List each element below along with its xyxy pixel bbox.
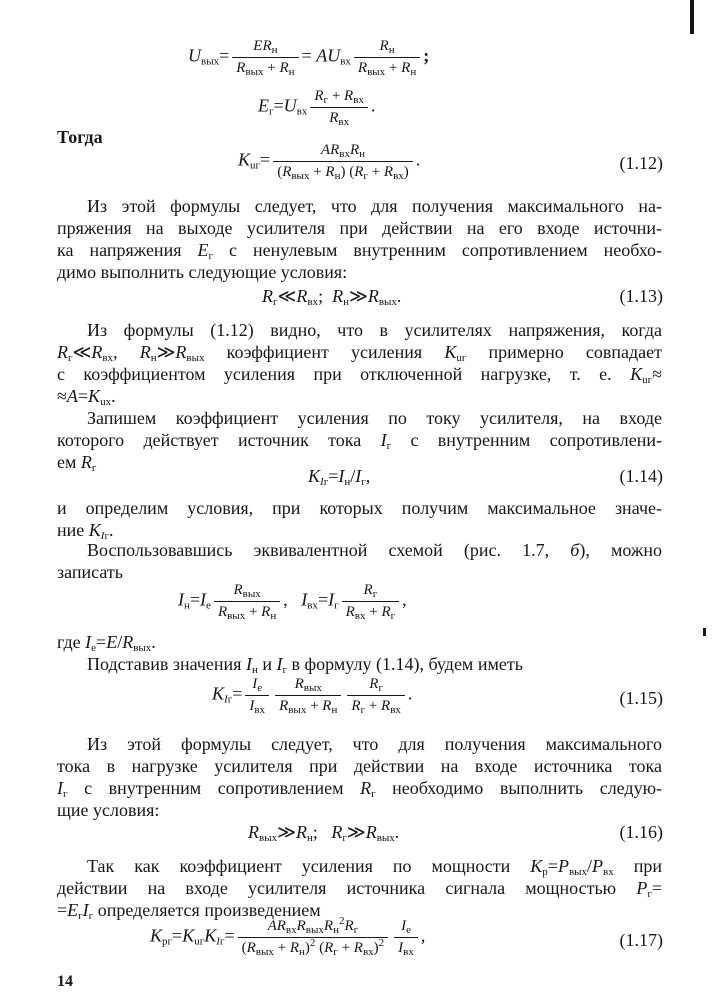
symbol-k-ug: $K_{uг}$ — [444, 342, 467, 364]
symbol-p-g: $P_г=$ — [636, 878, 662, 900]
symbol-condition: $R_г≪R_{вх}$, $R_н≫R_{вых}$ — [57, 342, 205, 364]
text-fragment: с коэффициентом усиления при отключенной нагрузке, т. е. — [57, 364, 612, 384]
paragraph-line — [87, 654, 657, 674]
paragraph-line: Из формулы (1.12) видно, что в усилителях напряжения, когда — [87, 320, 662, 340]
formula-e-source: $E_г=U_{вх}$ $\frac{R_г + R_{вх}}{R_{вх}}$ . — [258, 88, 376, 128]
text-fragment: определяется произведением — [97, 900, 321, 920]
text-fragment: ка напряжения — [57, 240, 182, 260]
text-fragment: с внутренним сопротивлением — [84, 778, 344, 798]
page-number: 14 — [57, 973, 73, 990]
formula-1-16: $R_{вых}≫R_н$; $R_г≫R_{вых}$. — [248, 822, 400, 844]
text-fragment: необходимо выполнить следую- — [392, 778, 663, 798]
symbol-i-g: $I_г$ — [276, 654, 287, 676]
paragraph-line — [57, 430, 662, 450]
paragraph-line: $\approx A=K_{uх}$. — [57, 386, 116, 408]
paragraph-line: Запишем коэффициент усиления по току усилителя, на входе — [87, 408, 662, 428]
symbol-i-g: $I_г$ — [380, 430, 392, 452]
scan-mark — [690, 0, 694, 34]
scan-mark — [703, 628, 706, 636]
symbol-r-g: $R_г$ — [80, 452, 97, 474]
text-fragment: ем — [57, 452, 77, 472]
equation-number-1-15: (1.15) — [619, 688, 663, 708]
text-fragment: б — [570, 540, 580, 560]
paragraph-line: Из этой формулы следует, что для получения максимального на- — [87, 196, 662, 216]
paragraph-line — [57, 364, 662, 384]
paragraph-line: пряжения на выходе усилителя при действии на его входе источни- — [57, 218, 662, 238]
symbol-r-g: $R_г$ — [360, 778, 376, 800]
formula-1-14: $K_{Iг}=I_н/I_г$, — [308, 466, 371, 488]
text-fragment: коэффициент усиления — [226, 342, 423, 362]
text-fragment: Подставив значения — [87, 654, 242, 674]
text-fragment: в формулу (1.14), будем иметь — [291, 654, 523, 674]
paragraph-line — [57, 900, 662, 920]
symbol-e-g: $E_г$ — [197, 240, 213, 262]
symbol-e-i: $=E_гI_г$ — [57, 900, 94, 922]
text-fragment: с ненулевым внутренним сопротивлением необхо- — [229, 240, 663, 260]
symbol-i-n: $I_н$ — [245, 654, 258, 676]
text-fragment: Воспользовавшись эквивалентной схемой (рис. 1.7, — [87, 540, 550, 560]
paragraph-line: ние $K_{Iг}$. — [57, 520, 114, 542]
text-fragment: с внутренним сопротивлени- — [410, 430, 663, 450]
text-fragment: действии на входе усилителя источника сигнала мощностью — [57, 878, 617, 898]
paragraph-line: щие условия: — [57, 800, 160, 820]
equation-number-1-13: (1.13) — [619, 286, 663, 306]
paragraph-line — [87, 856, 662, 876]
paragraph-line — [57, 878, 662, 898]
formula-currents: $I_н=I_е$ $\frac{R_{вых}}{R_{вых} + R_н}$ , $I_{вх}=I_г$ $\frac{R_г}{R_{вх} + R_г}$ , — [178, 582, 407, 622]
formula-1-13: $R_г≪R_{вх}$; $R_н≫R_{вых}$. — [262, 286, 402, 308]
text-fragment: примерно совпадает — [488, 342, 662, 362]
equation-number-1-16: (1.16) — [619, 822, 663, 842]
symbol-k-p: $K_p=P_{вых}/P_{вх}$ — [530, 856, 614, 878]
paragraph-line: записать — [57, 562, 123, 582]
text-fragment: Так как коэффициент усиления по мощности — [87, 856, 511, 876]
paragraph-line — [57, 342, 662, 362]
paragraph-line: где $I_е=E/R_{вых}$. — [57, 632, 156, 654]
equation-number-1-14: (1.14) — [619, 466, 663, 486]
text-fragment: при — [633, 856, 662, 876]
formula-u-out: $U_{вых}=$ $\frac{ER_н}{R_{вых} + R_н}$ = $AU_{вх}$ $\frac{R_н}{R_{вых} + R_н}$ ; — [188, 38, 430, 78]
symbol-i-e: $I_е=E/R_{вых}$ — [85, 632, 152, 654]
paragraph-line: Из этой формулы следует, что для получения максимального — [87, 734, 662, 754]
symbol-k-ug: $K_{uг}\approx$ — [630, 364, 662, 386]
formula-1-17: $K_{pг}=K_{uг}K_{Iг}=$ $\frac{AR_{вх}R_{вых}R_н^2R_г}{(R_{вых} + R_н)^2 (R_г + R_{вх})^2}$ $\frac{I_е}{I_{вх}}$ , — [150, 915, 426, 958]
text-fragment: и — [262, 654, 272, 674]
paragraph-line: димо выполнить следующие условия: — [57, 262, 348, 282]
paragraph-line: и определим условия, при которых получим максимальное значе- — [57, 498, 662, 518]
formula-1-15: $K_{Iг}=$ $\frac{I_е}{I_{вх}}$ $\frac{R_{вых}}{R_{вых} + R_н}$ $\frac{R_г}{R_г + R_{вх}}$ . — [212, 676, 413, 716]
equation-number-1-17: (1.17) — [619, 930, 663, 950]
text-fragment: которого действует источник тока — [57, 430, 362, 450]
text-fragment: ние — [57, 520, 85, 540]
paragraph-line — [57, 778, 662, 798]
paragraph-line: тока в нагрузке усилителя при действии на входе источника тока — [57, 756, 662, 776]
symbol-k-ig: $K_{Iг}$ — [88, 520, 109, 542]
paragraph-line — [57, 240, 662, 260]
equation-number-1-12: (1.12) — [619, 153, 663, 173]
label-togda: Тогда — [57, 127, 103, 147]
symbol-k-ux: $\approx A=K_{uх}$ — [57, 386, 112, 408]
text-fragment: ), можно — [579, 540, 662, 560]
paragraph-line — [87, 540, 662, 560]
text-fragment: где — [57, 632, 81, 652]
formula-1-12: $K_{uг}=$ $\frac{AR_{вх}R_н}{(R_{вых} + R_н) (R_г + R_{вх})}$ . — [238, 142, 421, 182]
symbol-i-g: $I_г$ — [57, 778, 68, 800]
